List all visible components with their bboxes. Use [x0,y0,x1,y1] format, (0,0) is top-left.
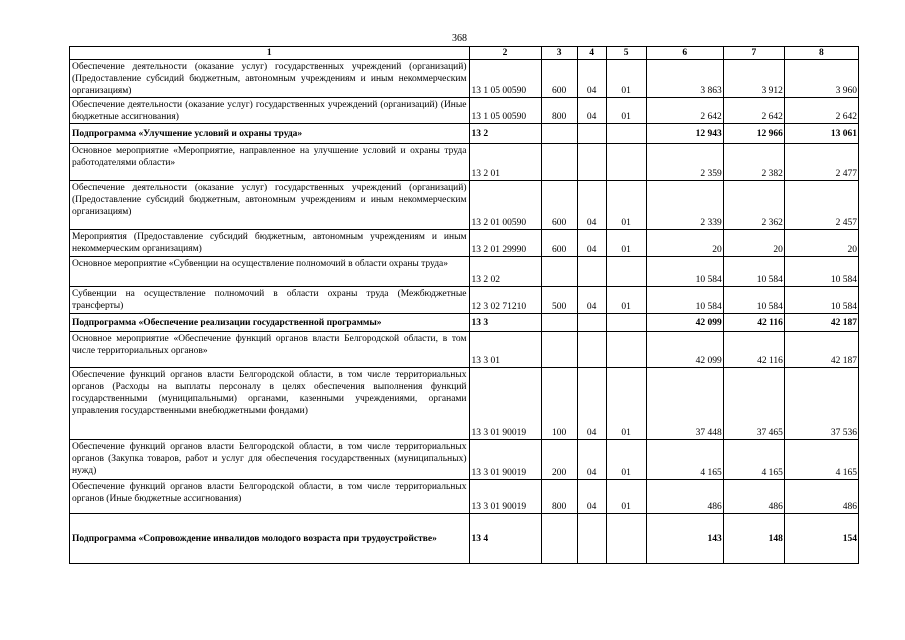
row-subsection [606,332,646,368]
table-row [70,144,859,181]
row-value-col6: 20 [646,230,723,257]
subprogram-row [70,124,859,144]
row-code: 13 2 01 29990 [469,230,541,257]
row-value-col6: 10 584 [646,257,723,287]
column-header: 7 [723,47,784,60]
column-header: 2 [469,47,541,60]
row-description: Обеспечение функций органов власти Белгородской области, в том числе территориальных органов (Расходы на выплаты персоналу в целях обеспечения выполнения функций государственными (муниципальными) органами, казенными учреждениями, органами управления государственными внебюджетными фондами) [70,368,470,440]
column-header: 3 [541,47,577,60]
row-subsection: 01 [606,98,646,124]
row-value-col6: 10 584 [646,287,723,314]
row-description: Подпрограмма «Обеспечение реализации государственной программы» [70,314,470,332]
row-expense-type: 200 [541,440,577,480]
row-value-col6: 12 943 [646,124,723,144]
row-value-col8: 20 [784,230,858,257]
row-value-col8: 37 536 [784,368,858,440]
row-value-col7: 2 362 [723,181,784,230]
row-section [577,332,606,368]
row-subsection: 01 [606,181,646,230]
page-number: 368 [452,33,467,44]
row-expense-type: 100 [541,368,577,440]
row-subsection [606,314,646,332]
row-value-col7: 10 584 [723,257,784,287]
row-value-col7: 3 912 [723,60,784,98]
row-value-col8: 42 187 [784,332,858,368]
row-value-col7: 2 382 [723,144,784,181]
subprogram-row [70,314,859,332]
row-value-col7: 486 [723,480,784,514]
table-row [70,440,859,480]
row-code: 13 3 [469,314,541,332]
row-value-col6: 4 165 [646,440,723,480]
row-section [577,257,606,287]
table-row [70,98,859,124]
row-value-col6: 42 099 [646,332,723,368]
row-description: Обеспечение функций органов власти Белгородской области, в том числе территориальных органов (Закупка товаров, работ и услуг для обеспечения государственных (муниципальных) нужд) [70,440,470,480]
row-section [577,314,606,332]
row-value-col6: 42 099 [646,314,723,332]
row-code: 13 3 01 [469,332,541,368]
row-value-col8: 10 584 [784,287,858,314]
table-row [70,181,859,230]
column-header: 5 [606,47,646,60]
table-row [70,60,859,98]
row-value-col6: 37 448 [646,368,723,440]
row-code: 13 3 01 90019 [469,480,541,514]
row-expense-type [541,314,577,332]
row-subsection [606,257,646,287]
row-expense-type: 600 [541,230,577,257]
row-value-col7: 37 465 [723,368,784,440]
row-subsection: 01 [606,287,646,314]
table-row [70,257,859,287]
row-code: 13 2 01 [469,144,541,181]
row-section: 04 [577,60,606,98]
table-row [70,368,859,440]
row-value-col7: 4 165 [723,440,784,480]
row-value-col8: 13 061 [784,124,858,144]
row-value-col6: 486 [646,480,723,514]
row-value-col8: 42 187 [784,314,858,332]
row-value-col7: 42 116 [723,314,784,332]
row-subsection: 01 [606,480,646,514]
row-code: 13 2 01 00590 [469,181,541,230]
row-section: 04 [577,181,606,230]
row-description: Обеспечение деятельности (оказание услуг) государственных учреждений (организаций) (Иные бюджетные ассигнования) [70,98,470,124]
row-expense-type: 800 [541,98,577,124]
row-section: 04 [577,98,606,124]
row-section [577,124,606,144]
row-value-col6: 2 339 [646,181,723,230]
row-value-col7: 2 642 [723,98,784,124]
row-value-col8: 2 477 [784,144,858,181]
row-value-col6: 3 863 [646,60,723,98]
subprogram-row [70,514,859,564]
row-value-col8: 2 457 [784,181,858,230]
row-description: Основное мероприятие «Обеспечение функций органов власти Белгородской области, в том числе территориальных органов» [70,332,470,368]
row-code: 13 4 [469,514,541,564]
column-header: 8 [784,47,858,60]
table-row [70,230,859,257]
row-section: 04 [577,368,606,440]
row-description: Основное мероприятие «Субвенции на осуществление полномочий в области охраны труда» [70,257,470,287]
row-expense-type [541,514,577,564]
table-row [70,332,859,368]
row-expense-type: 800 [541,480,577,514]
row-value-col7: 42 116 [723,332,784,368]
row-description: Обеспечение деятельности (оказание услуг) государственных учреждений (организаций) (Предоставление субсидий бюджетным, автономным учреждениям и иным некоммерческим организациям) [70,60,470,98]
row-value-col8: 10 584 [784,257,858,287]
row-value-col6: 2 642 [646,98,723,124]
row-value-col7: 12 966 [723,124,784,144]
row-code: 13 1 05 00590 [469,98,541,124]
row-expense-type [541,332,577,368]
budget-table [69,46,859,564]
column-header: 1 [70,47,470,60]
row-value-col8: 486 [784,480,858,514]
row-code: 13 3 01 90019 [469,440,541,480]
row-description: Мероприятия (Предоставление субсидий бюджетным, автономным учреждениям и иным некоммерческим организациям) [70,230,470,257]
row-code: 12 3 02 71210 [469,287,541,314]
table-header-row [70,47,859,60]
row-description: Подпрограмма «Улучшение условий и охраны труда» [70,124,470,144]
row-section [577,144,606,181]
row-expense-type [541,124,577,144]
column-header: 6 [646,47,723,60]
row-description: Субвенции на осуществление полномочий в области охраны труда (Межбюджетные трансферты) [70,287,470,314]
row-subsection: 01 [606,368,646,440]
row-subsection: 01 [606,60,646,98]
row-value-col7: 148 [723,514,784,564]
row-description: Обеспечение функций органов власти Белгородской области, в том числе территориальных органов (Иные бюджетные ассигнования) [70,480,470,514]
row-description: Подпрограмма «Сопровождение инвалидов молодого возраста при трудоустройстве» [70,514,470,564]
row-expense-type: 500 [541,287,577,314]
row-subsection [606,514,646,564]
row-description: Основное мероприятие «Мероприятие, направленное на улучшение условий и охраны труда работодателями области» [70,144,470,181]
row-value-col7: 20 [723,230,784,257]
row-expense-type [541,257,577,287]
row-value-col8: 154 [784,514,858,564]
row-section: 04 [577,287,606,314]
row-subsection: 01 [606,440,646,480]
row-subsection: 01 [606,230,646,257]
row-code: 13 2 [469,124,541,144]
row-subsection [606,124,646,144]
row-expense-type: 600 [541,181,577,230]
row-value-col8: 2 642 [784,98,858,124]
table-row [70,480,859,514]
row-value-col8: 4 165 [784,440,858,480]
row-code: 13 2 02 [469,257,541,287]
row-value-col6: 143 [646,514,723,564]
row-value-col7: 10 584 [723,287,784,314]
row-expense-type: 600 [541,60,577,98]
row-section: 04 [577,480,606,514]
row-section [577,514,606,564]
row-section: 04 [577,230,606,257]
row-value-col8: 3 960 [784,60,858,98]
table-row [70,287,859,314]
column-header: 4 [577,47,606,60]
row-value-col6: 2 359 [646,144,723,181]
row-expense-type [541,144,577,181]
row-subsection [606,144,646,181]
row-description: Обеспечение деятельности (оказание услуг) государственных учреждений (организаций) (Предоставление субсидий бюджетным, автономным учреждениям и иным некоммерческим организациям) [70,181,470,230]
row-code: 13 3 01 90019 [469,368,541,440]
row-code: 13 1 05 00590 [469,60,541,98]
row-section: 04 [577,440,606,480]
